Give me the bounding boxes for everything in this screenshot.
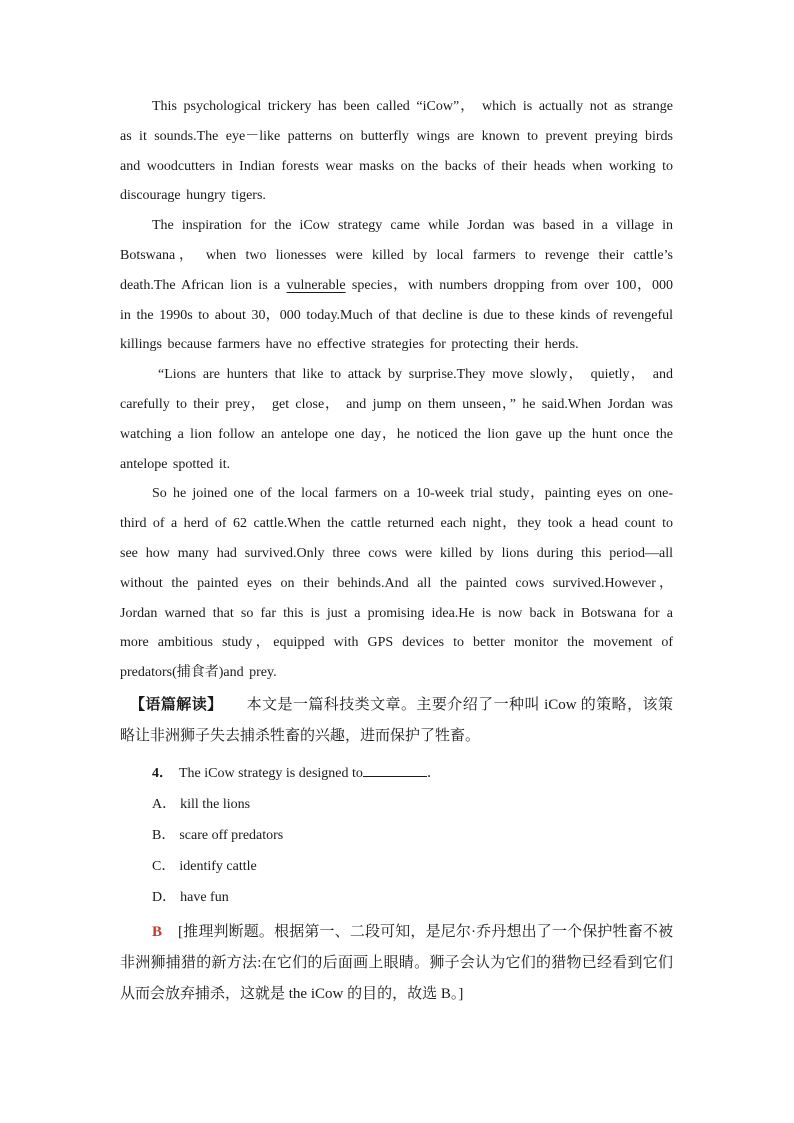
paragraph-4-text: So he joined one of the local farmers on a 10-week trial study，painting eyes on one-third of a herd of 62 cattle.When the cattle returned each night，they took a head count to see how many had survived.Only three cows were killed by lions during this period—all without the painted eyes on their behinds.And all the painted cows survived.However， Jordan warned that so far this is just a promising idea.He is now back in Botswana for a more ambitious study，equipped with GPS devices to better monitor the movement of predators(捕食者)and prey. bbox=[120, 486, 673, 681]
question-end: ． bbox=[426, 765, 441, 781]
question-text: The iCow strategy is designed to bbox=[179, 765, 363, 781]
document-page bbox=[120, 92, 673, 1010]
analysis-tag: 【语篇解读】 bbox=[130, 696, 223, 713]
option-d-text: have fun bbox=[180, 889, 229, 905]
paragraph-1 bbox=[120, 92, 673, 211]
option-c bbox=[120, 851, 673, 882]
paragraph-4 bbox=[120, 479, 673, 688]
paragraph-2-text-before: The inspiration for the iCow strategy came while Jordan was based in a village in Botswana， when two lionesses were killed by local farmers to revenge their cattle’s death.The African lion is a bbox=[120, 218, 673, 293]
question-stem bbox=[120, 758, 673, 789]
option-c-text: identify cattle bbox=[179, 858, 257, 874]
answer-text: [推理判断题。根据第一、二段可知，是尼尔·乔丹想出了一个保护牲畜不被非洲狮捕猎的新方法:在它们的后面画上眼睛。狮子会认为它们的猎物已经看到它们从而会放弃捕杀，这就是 the iCow 的目的，故选 B。] bbox=[120, 923, 673, 1002]
option-b-text: scare off predators bbox=[179, 827, 284, 843]
option-a-letter: A． bbox=[152, 796, 177, 812]
analysis-text: 本文是一篇科技类文章。主要介绍了一种叫 iCow 的策略，该策略让非洲狮子失去捕杀牲畜的兴趣，进而保护了牲畜。 bbox=[120, 696, 673, 744]
paragraph-2-text-after: species，with numbers dropping from over 100，000 in the 1990s to about 30，000 today.Much of that decline is due to these kinds of revengeful killings because farmers have no effective strategies for protecting their herds. bbox=[120, 277, 673, 353]
discourse-analysis bbox=[120, 690, 673, 752]
option-b bbox=[120, 820, 673, 851]
answer-blank bbox=[363, 762, 427, 777]
option-a-text: kill the lions bbox=[180, 796, 251, 812]
paragraph-3-text: “Lions are hunters that like to attack by surprise.They move slowly， quietly， and carefully to their prey， get close， and jump on them unseen，” he said.When Jordan was watching a lion follow an antelope one day，he noticed the lion gave up the hunt once the antelope spotted it. bbox=[120, 367, 673, 472]
answer-explanation bbox=[120, 917, 673, 1010]
answer-letter: B bbox=[152, 923, 163, 940]
option-c-letter: C． bbox=[152, 858, 176, 874]
option-d bbox=[120, 882, 673, 913]
underlined-word: vulnerable bbox=[286, 277, 346, 293]
paragraph-1-text: This psychological trickery has been called “iCow”， which is actually not as strange as it sounds.The eye－like patterns on butterfly wings are known to prevent preying birds and woodcutters in Indian forests wear masks on the backs of their heads when working to discourage hungry tigers. bbox=[120, 99, 673, 204]
option-d-letter: D． bbox=[152, 889, 177, 905]
paragraph-2 bbox=[120, 211, 673, 360]
option-b-letter: B． bbox=[152, 827, 176, 843]
paragraph-3 bbox=[120, 360, 673, 479]
option-a bbox=[120, 789, 673, 820]
question-number: 4． bbox=[152, 765, 173, 781]
